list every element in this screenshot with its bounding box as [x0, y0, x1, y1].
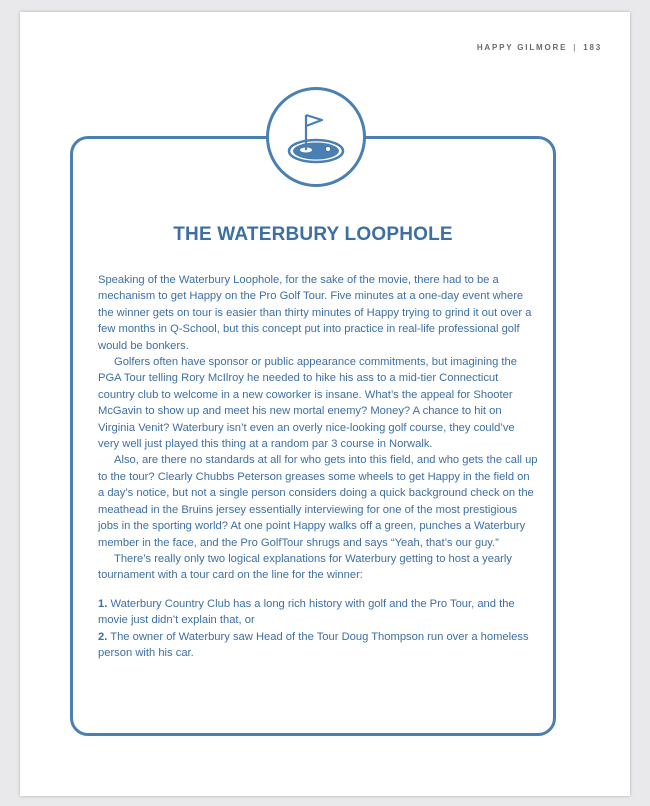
running-head-separator: | — [573, 43, 578, 52]
sidebar-title: THE WATERBURY LOOPHOLE — [173, 224, 453, 245]
list-item-text: Waterbury Country Club has a long rich history with golf and the Pro Tour, and the movie just didn’t explain that, or — [98, 597, 515, 627]
list-item-text: The owner of Waterbury saw Head of the Tour Doug Thompson run over a homeless person with his car. — [98, 630, 529, 659]
list-item — [98, 596, 538, 629]
sidebar-body — [98, 272, 538, 661]
paragraph-1: Speaking of the Waterbury Loophole, for the sake of the movie, there had to be a mechanism to get Happy on the Pro Golf Tour. Five minutes at a one-day event where the winner gets on tour is easier than thirty minutes of Happy trying to grind it out over a few months in Q-School, but this concept put into practice in real-life professional golf would be bonkers. — [98, 274, 532, 352]
list-item — [98, 629, 538, 662]
running-head — [477, 43, 602, 52]
paragraph-4: There’s really only two logical explanations for Waterbury getting to host a yearly tournament with a tour card on the line for the winner: — [98, 552, 512, 582]
numbered-list — [98, 596, 538, 662]
running-head-title: HAPPY GILMORE — [476, 43, 568, 52]
page-number: 183 — [583, 43, 602, 52]
paragraph-2: Golfers often have sponsor or public appearance commitments, but imagining the PGA Tour telling Rory McIlroy he needed to hike his ass to a mid-tier Connecticut country club to welcome in a new coworker is insane. What’s the appeal for Shooter McGavin to show up and meet his new mortal enemy? Money? A chance to hit on Virginia Venit? Waterbury isn’t even an overly nice-looking golf course, they could’ve very well just played this thing at a random par 3 course in Norwalk. — [98, 356, 517, 451]
list-item-number: 1. — [98, 597, 108, 610]
list-item-number: 2. — [98, 630, 108, 643]
golf-flag-green-icon — [266, 87, 366, 187]
paragraph-3: Also, are there no standards at all for who gets into this field, and who gets the call up to the tour? Clearly Chubbs Peterson greases some wheels to get Happy in the field on a day’s notice, but not a single person considers doing a quick background check on the meathead in the Bruins jersey essentially interviewing for one of the most prestigious jobs in the sporting world? At one point Happy walks off a green, punches a Waterbury member in the face, and the Pro GolfTour shrugs and says “Yeah, that’s our guy.” — [98, 454, 538, 549]
